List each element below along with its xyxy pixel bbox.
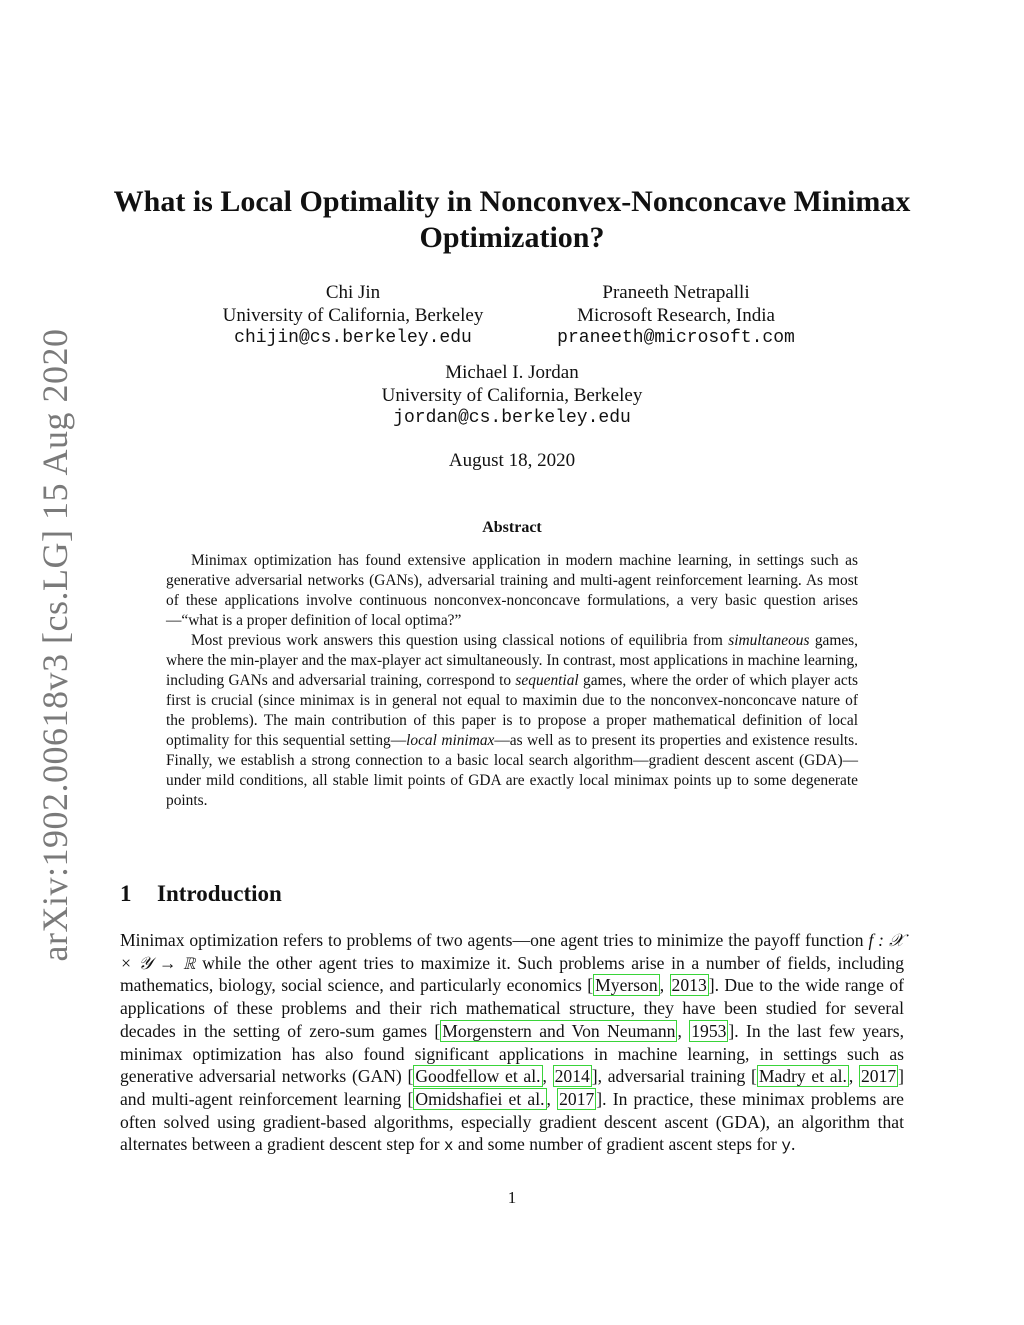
author-email[interactable]: jordan@cs.berkeley.edu [393,408,631,428]
math-payoff-function: f : 𝒳 × 𝒴 → ℝ [120,930,904,973]
citation-link[interactable]: Madry et al. [758,1066,847,1087]
citation-year-link[interactable]: 2013 [671,975,707,996]
paper-title: What is Local Optimality in Nonconvex-Nonconcave Minimax Optimization? [113,185,911,254]
citation-link[interactable]: Omidshafiei et al. [415,1088,545,1109]
author-affiliation: Microsoft Research, India [577,305,775,326]
author-name: Michael I. Jordan [445,362,579,383]
author-block-1 [203,281,503,350]
author-affiliation: University of California, Berkeley [222,305,484,326]
citation-link[interactable]: Myerson [595,975,658,996]
citation-link[interactable]: Goodfellow et al. [415,1066,541,1087]
abstract-body [166,551,858,811]
author-affiliation: University of California, Berkeley [381,385,643,406]
author-block-2 [536,281,816,350]
citation-link[interactable]: Morgenstern and Von Neumann [442,1020,676,1041]
arxiv-identifier-stamp: arXiv:1902.00618v3 [cs.LG] 15 Aug 2020 [35,328,75,962]
section-number: 1 [120,881,132,906]
math-variable-y: y [781,1137,791,1156]
citation-year-link[interactable]: 1953 [691,1020,727,1041]
citation-year-link[interactable]: 2017 [860,1066,897,1087]
author-name: Praneeth Netrapalli [602,282,750,303]
emphasis-simultaneous: simultaneous [728,632,810,649]
author-email[interactable]: praneeth@microsoft.com [557,328,795,348]
page-number: 1 [507,1188,517,1207]
abstract-paragraph-1: Minimax optimization has found extensive application in modern machine learning, in settings such as generative adversarial networks (GANs), adversarial training and multi-agent reinforcement learning. As most of these applications involve continuous nonconvex-nonconcave formulations, a very basic question arises—“what is a proper definition of local optima?” [166,552,858,629]
math-variable-x: x [443,1137,454,1156]
emphasis-local-minimax: local minimax [406,732,495,749]
author-name: Chi Jin [325,282,381,303]
introduction-paragraph: Minimax optimization refers to problems of two agents—one agent tries to minimize the payoff function f : 𝒳 × 𝒴 → ℝ while the other agent tries to maximize it. Such problems arise in a number of fields, including mathematics, biology, social science, and particularly economics [ Myerson , 2013 ]. Due to the wide range of applications of these problems and their rich mathematical structure, they have been studied for several decades in the setting of zero-sum games [ Morgenstern and Von Neumann , 1953 ]. In the last few years, minimax optimization has also found significant applications in machine learning, in settings such as generative adversarial networks (GAN) [ Goodfellow et al. , 2014 ], adversarial training [ Madry et al. , 2017 ] and multi-agent reinforcement learning [ Omidshafiei et al. , 2017 ]. In practice, these minimax problems are often solved using gradient-based algorithms, especially gradient descent ascent (GDA), an algorithm that alternates between a gradient descent step for x and some number of gradient ascent steps for y. [120,930,905,1156]
abstract-heading: Abstract [482,519,542,536]
author-email[interactable]: chijin@cs.berkeley.edu [234,328,472,348]
paper-date: August 18, 2020 [448,450,576,471]
section-heading-introduction [120,881,282,907]
introduction-body [120,929,904,1158]
citation-year-link[interactable]: 2014 [554,1066,590,1087]
emphasis-sequential: sequential [515,672,579,689]
abstract-paragraph-2: Most previous work answers this question using classical notions of equilibria from simultaneous games, where the min-player and the max-player act simultaneously. In contrast, most applications in machine learning, including GANs and adversarial training, correspond to sequential games, where the order of which player acts first is crucial (since minimax is in general not equal to maximin due to the nonconvex-nonconcave nature of the problems). The main contribution of this paper is to propose a proper mathematical definition of local optimality for this sequential setting—local minimax—as well as to present its properties and existence results. Finally, we establish a strong connection to a basic local search algorithm—gradient descent ascent (GDA)—under mild conditions, all stable limit points of GDA are exactly local minimax points up to some degenerate points. [166,632,858,809]
citation-year-link[interactable]: 2017 [559,1088,595,1109]
section-title: Introduction [157,881,282,906]
author-block-3 [362,361,662,430]
